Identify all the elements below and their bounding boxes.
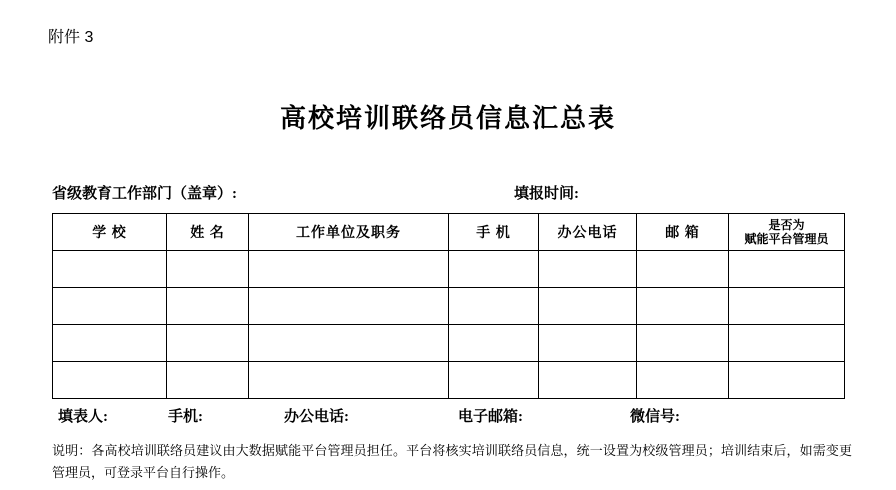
filler-label: 填表人: [58,409,108,425]
cell-name[interactable] [167,362,249,399]
cell-unit-position[interactable] [249,325,449,362]
table-header-is-platform-admin-line1: 是否为 [768,218,805,232]
cell-mobile[interactable] [449,288,539,325]
cell-unit-position[interactable] [249,288,449,325]
note-text: 说明：各高校培训联络员建议由大数据赋能平台管理员担任。平台将核实培训联络员信息，统一设置为校级管理员；培训结束后，如需变更管理员，可登录平台自行操作。 [52,443,852,480]
table-header-is-platform-admin-line2: 赋能平台管理员 [744,232,829,246]
table-header-email: 邮 箱 [637,214,729,251]
cell-office-phone[interactable] [539,251,637,288]
table-row[interactable] [53,288,845,325]
attachment-label: 附件 3 [48,29,94,46]
table-row[interactable] [53,325,845,362]
liaison-info-table [52,213,845,399]
table-header-unit-position: 工作单位及职务 [249,214,449,251]
cell-office-phone[interactable] [539,325,637,362]
table-header-row [53,214,845,251]
cell-school[interactable] [53,362,167,399]
wechat-label: 微信号: [630,409,680,425]
cell-mobile[interactable] [449,362,539,399]
cell-is-platform-admin[interactable] [729,325,845,362]
table-row[interactable] [53,251,845,288]
cell-name[interactable] [167,288,249,325]
cell-mobile[interactable] [449,251,539,288]
table-header-office-phone: 办公电话 [539,214,637,251]
cell-office-phone[interactable] [539,288,637,325]
footer-fields-row [52,405,852,427]
cell-office-phone[interactable] [539,362,637,399]
table-header-name: 姓 名 [167,214,249,251]
cell-is-platform-admin[interactable] [729,251,845,288]
cell-mobile[interactable] [449,325,539,362]
cell-school[interactable] [53,325,167,362]
cell-email[interactable] [637,251,729,288]
table-header-is-platform-admin [729,214,845,251]
cell-email[interactable] [637,325,729,362]
cell-is-platform-admin[interactable] [729,288,845,325]
office-phone-label: 办公电话: [284,409,349,425]
cell-email[interactable] [637,362,729,399]
cell-name[interactable] [167,325,249,362]
cell-email[interactable] [637,288,729,325]
table-row[interactable] [53,362,845,399]
meta-row [52,182,852,204]
mobile-label: 手机: [168,409,203,425]
cell-is-platform-admin[interactable] [729,362,845,399]
table-header-school: 学 校 [53,214,167,251]
report-date-label: 填报时间: [514,186,579,202]
cell-school[interactable] [53,251,167,288]
table-header-mobile: 手 机 [449,214,539,251]
cell-name[interactable] [167,251,249,288]
email-label: 电子邮箱: [458,409,523,425]
page-title: 高校培训联络员信息汇总表 [279,104,616,133]
cell-unit-position[interactable] [249,362,449,399]
cell-unit-position[interactable] [249,251,449,288]
department-seal-label: 省级教育工作部门（盖章）: [52,186,237,202]
cell-school[interactable] [53,288,167,325]
